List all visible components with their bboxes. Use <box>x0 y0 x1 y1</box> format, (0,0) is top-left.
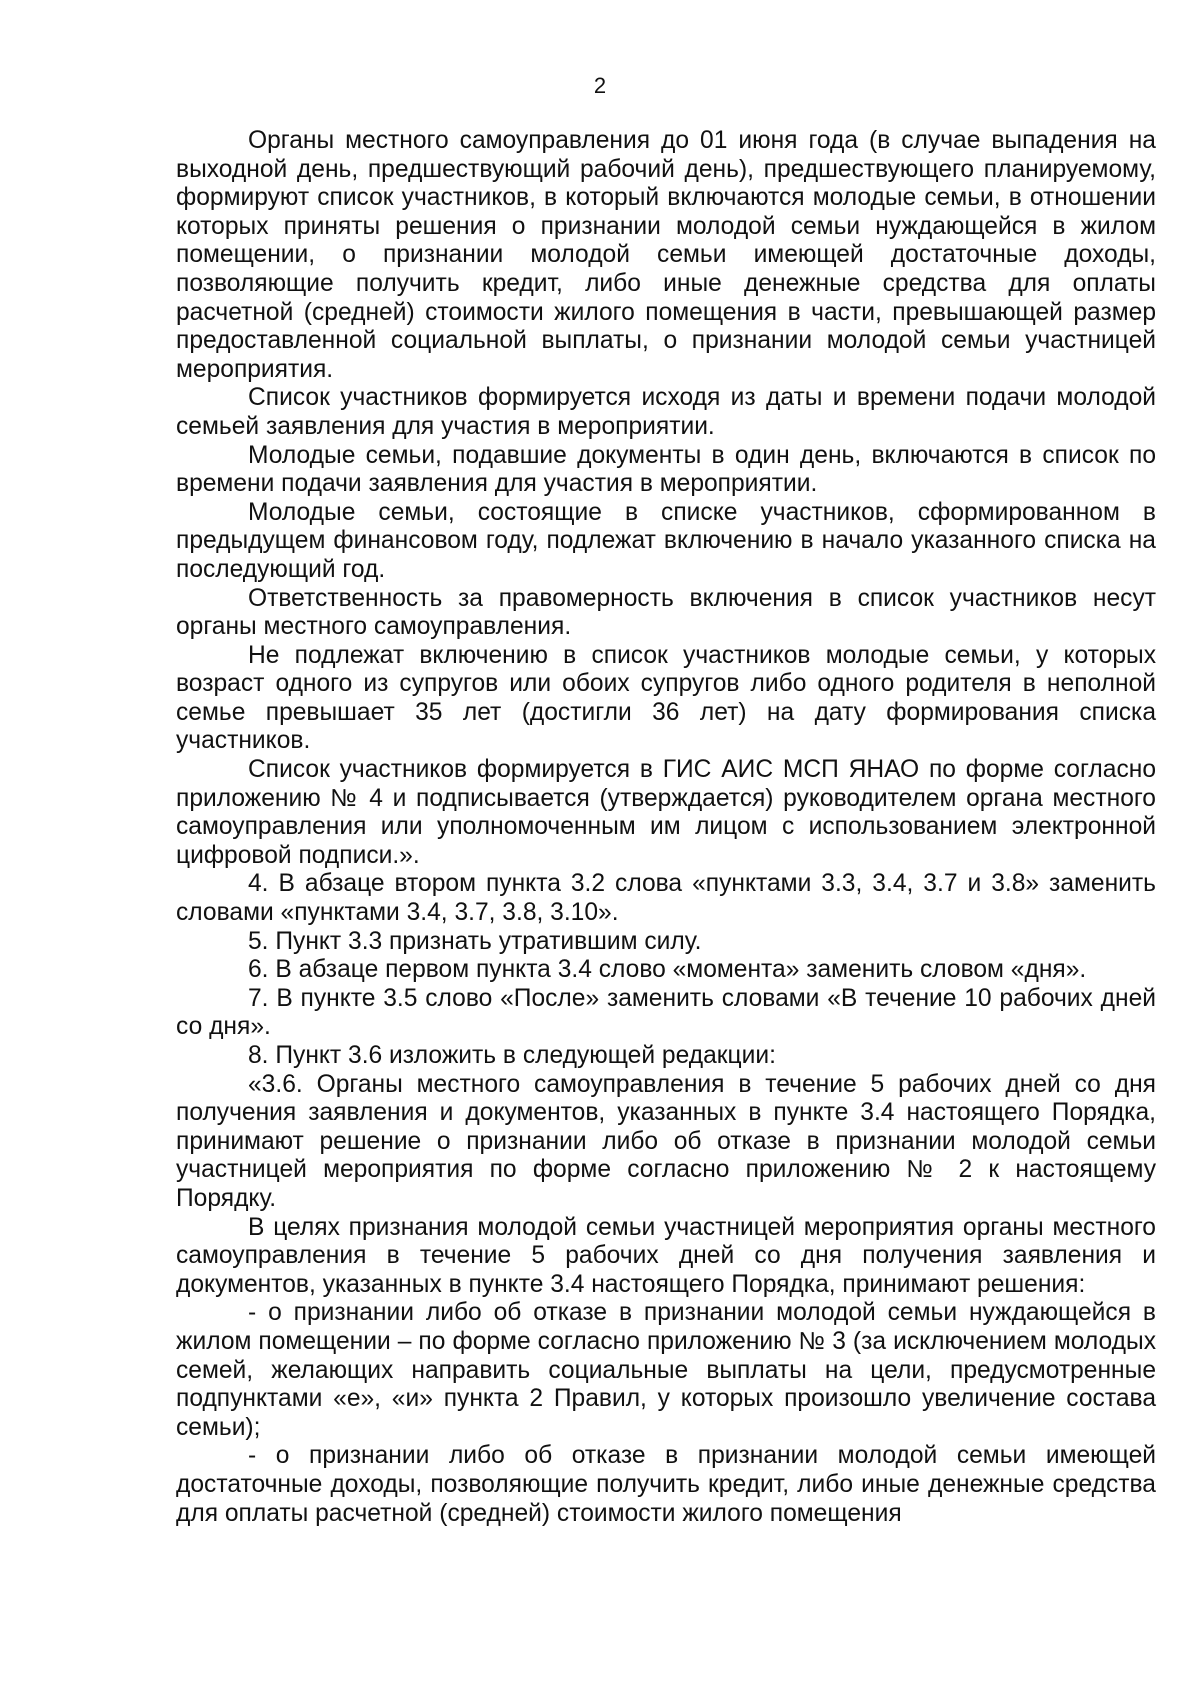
paragraph: «3.6. Органы местного самоуправления в течение 5 рабочих дней со дня получения заявления и документов, указанных в пункте 3.4 настоящего Порядка, принимают решение о признании либо об отказе в признании молодой семьи участницей мероприятия по форме согласно приложению № 2 к настоящему Порядку. <box>176 1070 1156 1212</box>
paragraph: Ответственность за правомерность включения в список участников несут органы местного самоуправления. <box>176 584 1156 641</box>
paragraph: - о признании либо об отказе в признании молодой семьи имеющей достаточные доходы, позволяющие получить кредит, либо иные денежные средства для оплаты расчетной (средней) стоимости жилого помещения <box>176 1442 1156 1527</box>
paragraph: Не подлежат включению в список участников молодые семьи, у которых возраст одного из супругов или обоих супругов либо одного родителя в неполной семье превышает 35 лет (достигли 36 лет) на дату формирования списка участников. <box>176 641 1156 755</box>
paragraph: 7. В пункте 3.5 слово «После» заменить словами «В течение 10 рабочих дней со дня». <box>176 984 1156 1041</box>
paragraph: В целях признания молодой семьи участницей мероприятия органы местного самоуправления в течение 5 рабочих дней со дня получения заявления и документов, указанных в пункте 3.4 настоящего Порядка, принимают решения: <box>176 1213 1156 1298</box>
paragraph: 6. В абзаце первом пункта 3.4 слово «момента» заменить словом «дня». <box>248 956 1087 984</box>
paragraph: 8. Пункт 3.6 изложить в следующей редакции: <box>248 1042 776 1069</box>
paragraph: Молодые семьи, подавшие документы в один день, включаются в список по времени подачи заявления для участия в мероприятии. <box>176 441 1156 498</box>
paragraph: Органы местного самоуправления до 01 июня года (в случае выпадения на выходной день, предшествующий рабочий день), предшествующего планируемому, формируют список участников, в который включаются молодые семьи, в отношении которых приняты решения о признании молодой семьи нуждающейся в жилом помещении, о признании молодой семьи имеющей достаточные доходы, позволяющие получить кредит, либо иные денежные средства для оплаты расчетной (средней) стоимости жилого помещения в части, превышающей размер предоставленной социальной выплаты, о признании молодой семьи участницей мероприятия. <box>176 127 1156 383</box>
document-body <box>176 127 1156 1528</box>
paragraph: 5. Пункт 3.3 признать утратившим силу. <box>248 927 702 955</box>
page-number: 2 <box>593 73 607 98</box>
paragraph: Молодые семьи, состоящие в списке участников, сформированном в предыдущем финансовом году, подлежат включению в начало указанного списка на последующий год. <box>176 498 1156 583</box>
paragraph: - о признании либо об отказе в признании молодой семьи нуждающейся в жилом помещении – по форме согласно приложению № 3 (за исключением молодых семей, желающих направить социальные выплаты на цели, предусмотренные подпунктами «е», «и» пункта 2 Правил, у которых произошло увеличение состава семьи); <box>176 1299 1156 1441</box>
paragraph: Список участников формируется в ГИС АИС МСП ЯНАО по форме согласно приложению № 4 и подписывается (утверждается) руководителем органа местного самоуправления или уполномоченным им лицом с использованием электронной цифровой подписи.». <box>176 756 1156 869</box>
paragraph: 4. В абзаце втором пункта 3.2 слова «пунктами 3.3, 3.4, 3.7 и 3.8» заменить словами «пунктами 3.4, 3.7, 3.8, 3.10». <box>176 870 1156 927</box>
paragraph: Список участников формируется исходя из даты и времени подачи молодой семьей заявления для участия в мероприятии. <box>176 384 1156 440</box>
